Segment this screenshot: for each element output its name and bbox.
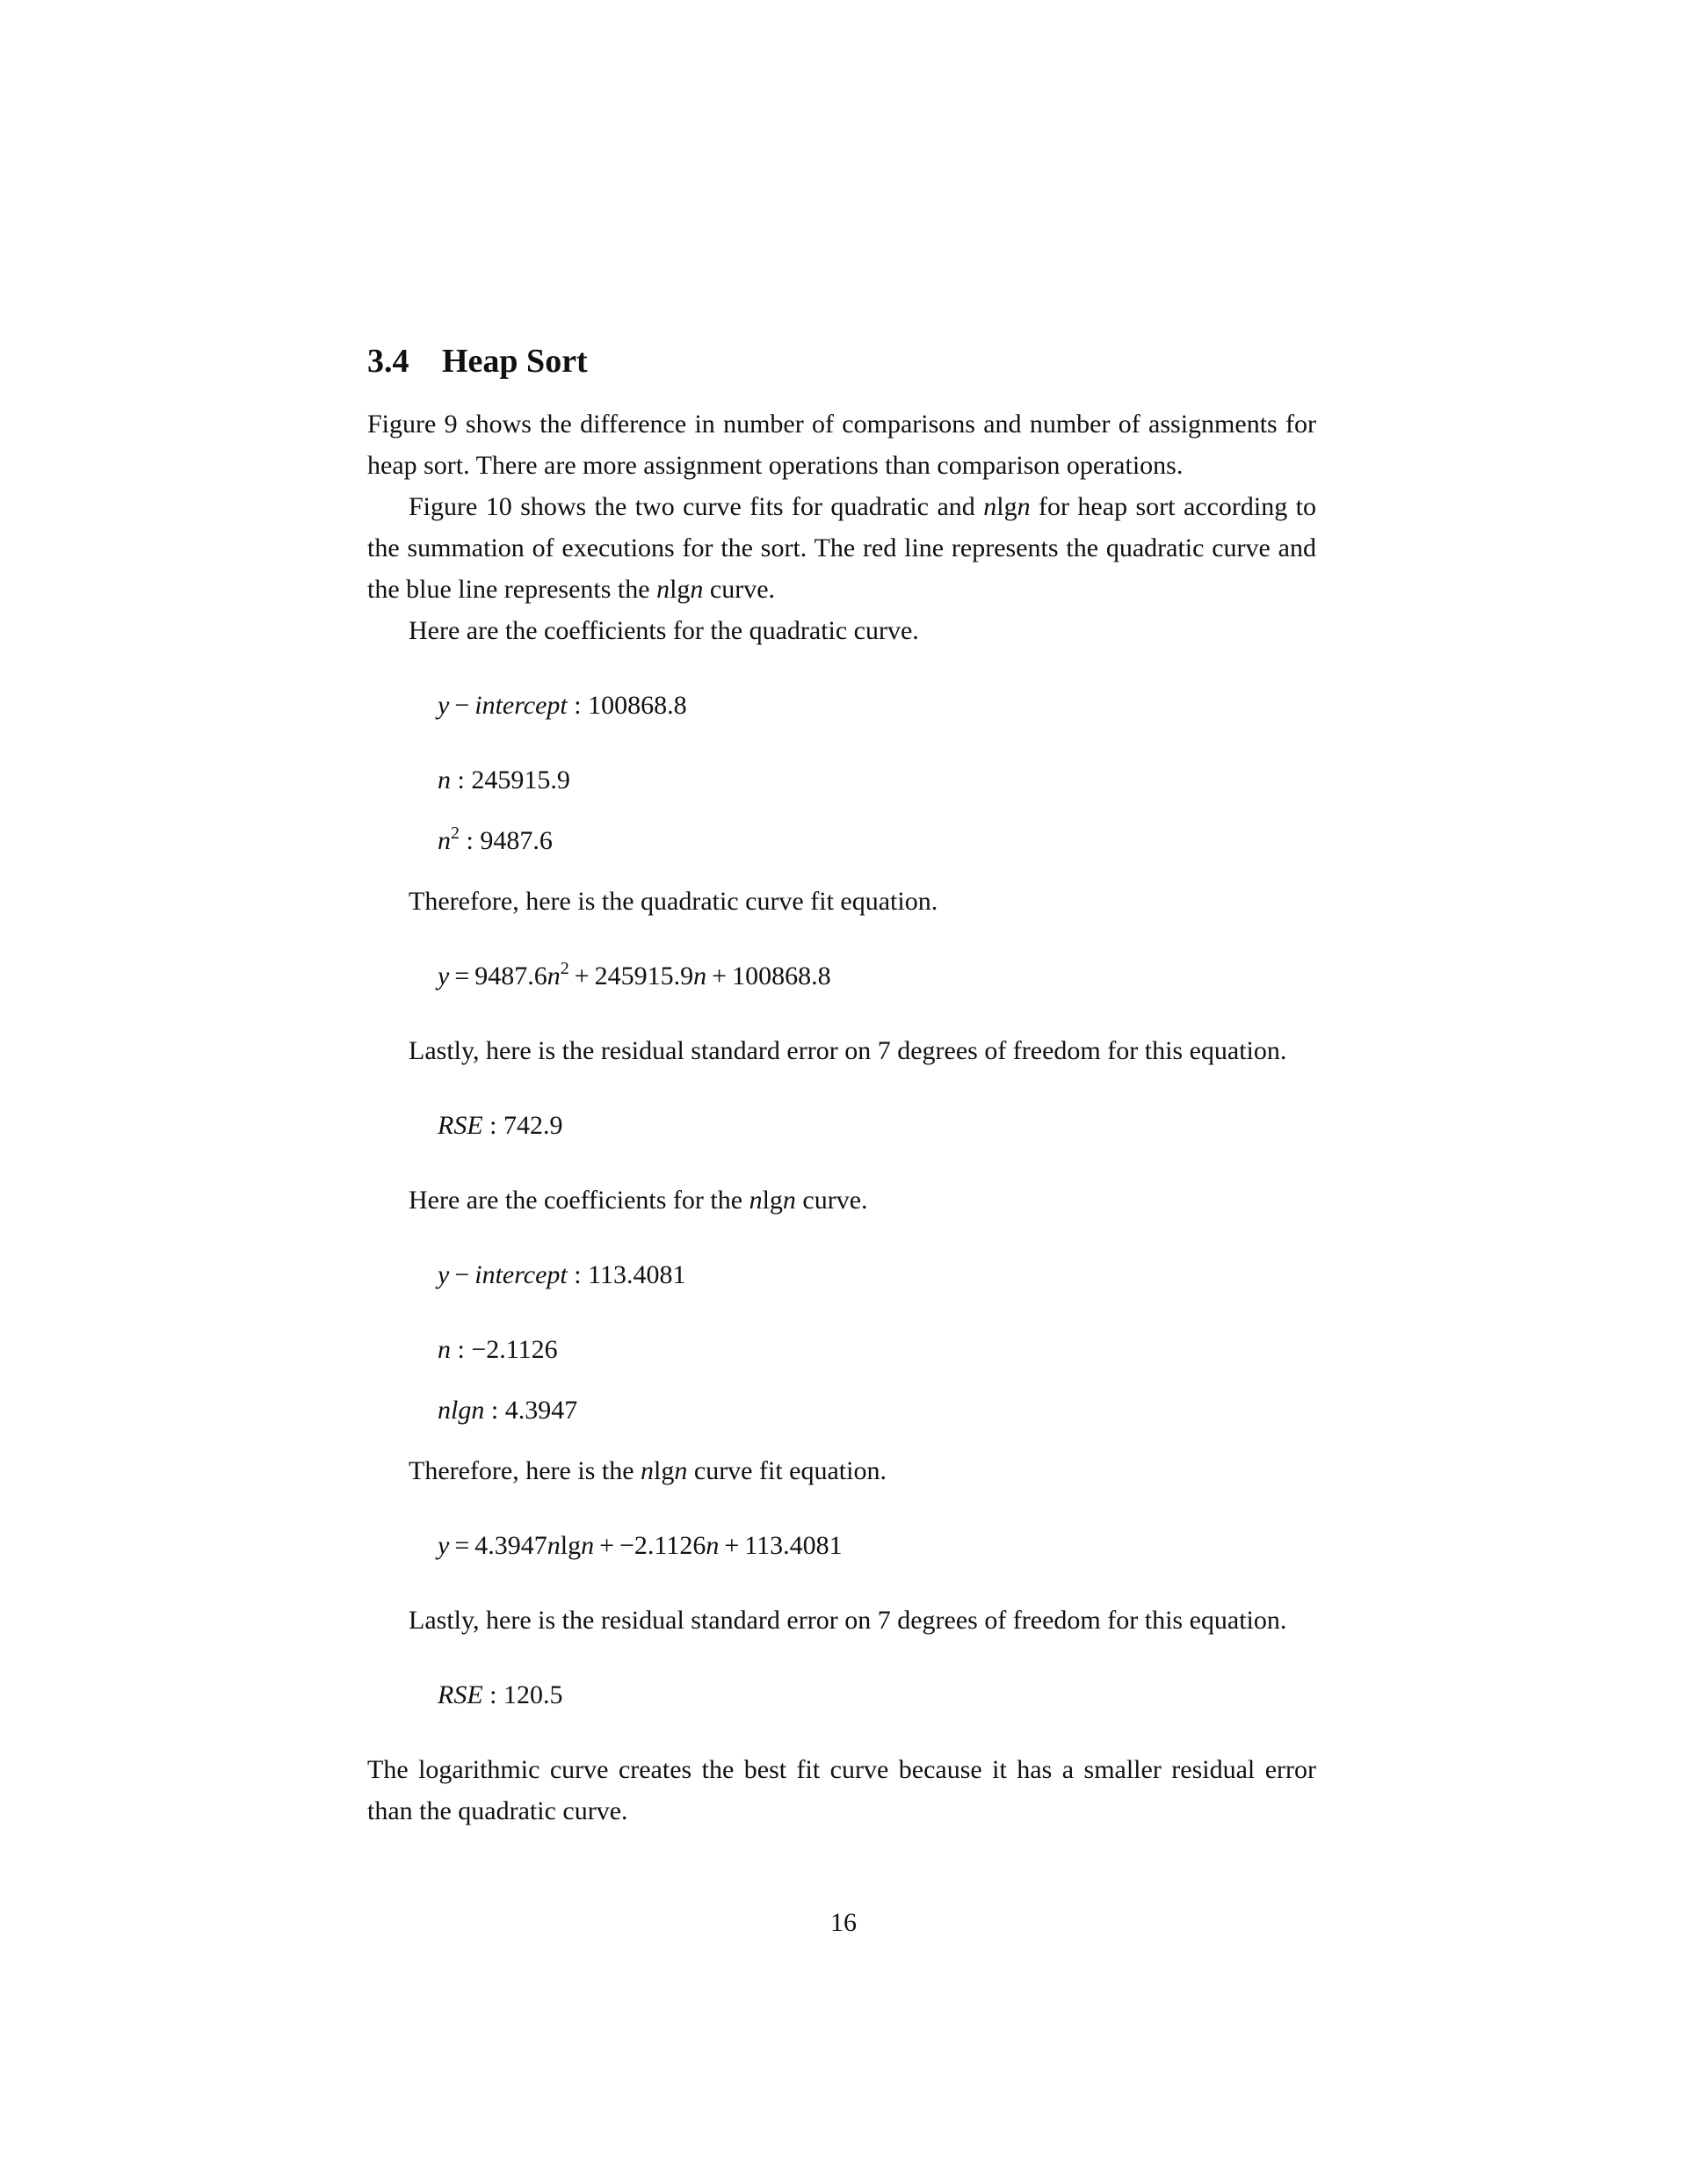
math-lg: lg xyxy=(996,492,1017,521)
paragraph-quadratic-equation-intro: Therefore, here is the quadratic curve fit equation. xyxy=(409,887,938,916)
nlogn-intercept-value: 113.4081 xyxy=(588,1260,686,1289)
paragraph-quadratic-rse-intro: Lastly, here is the residual standard error on 7 degrees of freedom for this equation. xyxy=(409,1036,1287,1065)
quadratic-rse-line: RSE : 742.9 xyxy=(438,1111,563,1140)
quadratic-intercept-line: y − intercept : 100868.8 xyxy=(438,691,687,720)
paragraph-figure-10 xyxy=(367,486,1316,610)
quadratic-equation: $y = 9487.6n^2 + 245915.9n + 100868.8$ xyxy=(438,959,831,990)
nlogn-n-line: n : −2.1126 xyxy=(438,1335,558,1364)
math-n: n xyxy=(690,575,704,604)
quadratic-n-value: 245915.9 xyxy=(471,765,570,795)
quadratic-n2-line: $n^2$ : 9487.6 xyxy=(438,824,553,855)
nlogn-intercept-line: y − intercept : 113.4081 xyxy=(438,1260,686,1289)
page-number: 16 xyxy=(830,1908,857,1937)
paragraph-nlogn-rse-intro: Lastly, here is the residual standard error on 7 degrees of freedom for this equation. xyxy=(409,1606,1287,1635)
section-title: Heap Sort xyxy=(442,343,588,380)
section-heading xyxy=(367,338,1316,384)
paragraph-quadratic-coefficients-intro: Here are the coefficients for the quadratic curve. xyxy=(409,616,919,645)
nlogn-rse-line: RSE : 120.5 xyxy=(438,1680,563,1709)
text-fragment: curve. xyxy=(703,575,776,604)
nlogn-n-value: −2.1126 xyxy=(471,1335,558,1364)
text-fragment: for heap sort according to the summation of executions for the sort. The red line represents the quadratic curve and the blue line represents the xyxy=(367,492,1316,604)
quadratic-rse-value: 742.9 xyxy=(503,1111,563,1140)
nlogn-nlgn-value: 4.3947 xyxy=(504,1396,578,1425)
section-number: 3.4 xyxy=(367,343,409,380)
page-body xyxy=(367,338,1316,1832)
paragraph-figure-9: Figure 9 shows the difference in number of comparisons and number of assignments for heap sort. There are more assignment operations than comparison operations. xyxy=(367,410,1316,480)
math-lg: lg xyxy=(670,575,691,604)
math-n: n xyxy=(656,575,670,604)
quadratic-intercept-value: 100868.8 xyxy=(588,691,687,720)
quadratic-n2-value: 9487.6 xyxy=(480,826,553,855)
nlogn-equation: y = 4.3947nlgn + −2.1126n + 113.4081 xyxy=(438,1531,843,1560)
nlogn-rse-value: 120.5 xyxy=(503,1680,563,1709)
paragraph-conclusion: The logarithmic curve creates the best fit curve because it has a smaller residual error than the quadratic curve. xyxy=(367,1755,1316,1825)
paragraph-nlogn-equation-intro: Therefore, here is the nlgn curve fit equation. xyxy=(409,1456,887,1485)
nlogn-nlgn-line: nlgn : 4.3947 xyxy=(438,1396,578,1425)
math-n: n xyxy=(983,492,997,521)
quadratic-n-line: n : 245915.9 xyxy=(438,765,570,795)
paragraph-nlogn-coefficients-intro: Here are the coefficients for the nlgn curve. xyxy=(409,1186,868,1215)
math-n: n xyxy=(1017,492,1031,521)
text-fragment: Figure 10 shows the two curve fits for quadratic and xyxy=(409,492,984,521)
